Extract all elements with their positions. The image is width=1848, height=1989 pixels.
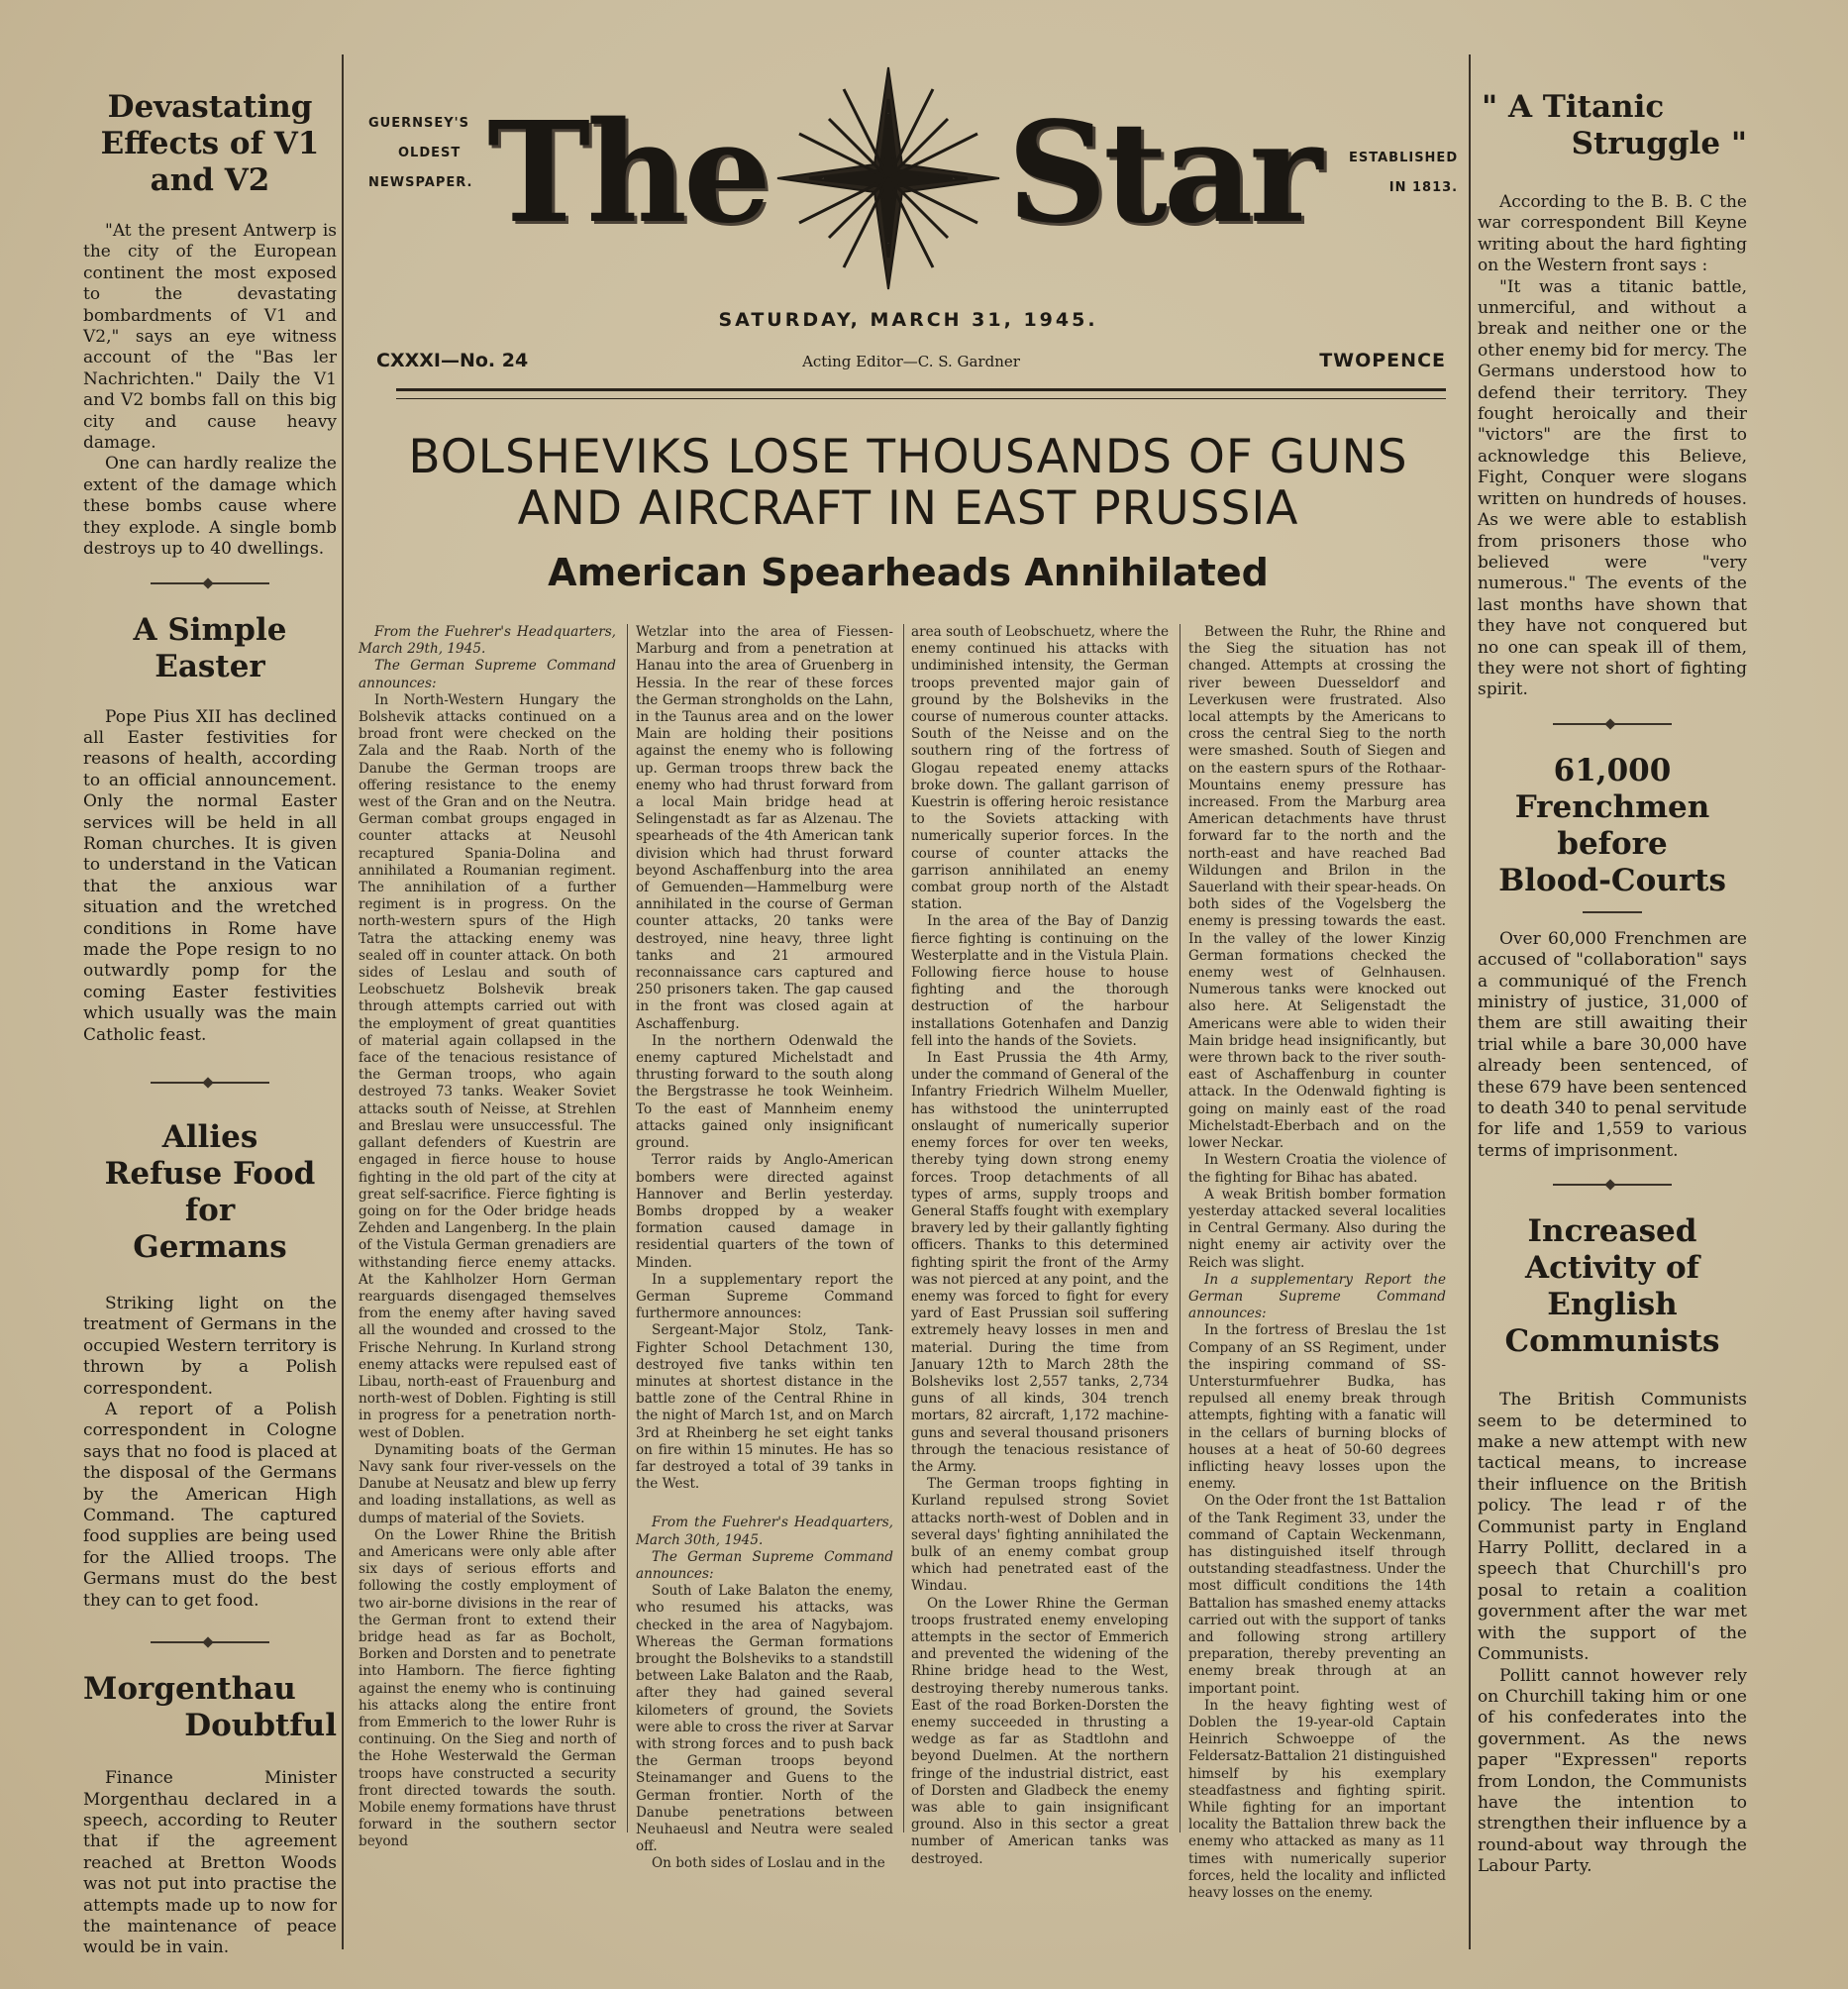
communists-article: The British Communists seem to be determined to make a new attempt with new tactical means, to increase their influence on the British policy. The lead r of the Communist party in England Harry Pollitt, declared in a speech that Churchill's pro posal to retain a coalition government after the war met with the support of the Communists. Pollitt cannot however rely on Churchill taking him or one of his confederates into the government. As the news paper "Expressen" reports from London, the Communists have the intention to strengthen their influence by a round-about way through the Labour Party. xyxy=(1478,1390,1747,1877)
main-column-4: Between the Ruhr, the Rhine and the Sieg the situation has not changed. Attempts at crossing the river beween Duesseldorf and Leverkusen were frustrated. Also local attempts by the Americans to cross the central Sieg to the north were smashed. South of Siegen and on the eastern spurs of the Rothaar-Mountains enemy pressure has increased. From the Marburg area American detachments have thrust forward far to the north and the north-east and have reached Bad Wildungen and Brilon in the Sauerland with their spear-heads. On both sides of the Vogelsberg the enemy is pressing towards the east. In the valley of the lower Kinzig German formations checked the enemy west of Gelnhausen. Numerous tanks were knocked out also here. At Seligenstadt the Americans were able to widen their Main bridge head insignificantly, but were thrown back to the river south-east of Aschaffenburg in counter attack. In the Odenwald fighting is going on mainly east of the road Michelstadt-Eberbach and on the lower Neckar. In Western Croatia the violence of the fighting for Bihac has abated. A weak British bomber formation yesterday attacked several localities in Central Germany. Also during the night enemy air activity over the Reich was slight. In a supplementary Report the German Supreme Command announces: In the fortress of Breslau the 1st Company of an SS Regiment, under the inspiring command of SS-Untersturmfuehrer Budka, has repulsed all enemy break through attempts, fighting with a fanatic will in the cellars of burning blocks of houses at a heat of 50-60 degrees inflicting heavy losses upon the enemy. On the Oder front the 1st Battalion of the Tank Regiment 33, under the command of Captain Weckenmann, has distinguished itself through outstanding steadfastness. Under the most difficult conditions the 14th Battalion has smashed enemy attacks carried out with the support of tanks and following strong artillery preparation, thereby preventing an enemy break through at an important point. In the heavy fighting west of Doblen the 19-year-old Captain Heinrich Schwoeppe of the Feldersatz-Battalion 21 distinguished himself by his exemplary steadfastness and fighting spirit. While fighting for an important locality the Battalion threw back the enemy who attacked as many as 11 times with numerically superior forces, held the locality and inflicted heavy losses on the enemy. xyxy=(1188,624,1446,1902)
masthead-right-tag: ESTABLISHED IN 1813. xyxy=(1349,151,1459,195)
left-sidebar xyxy=(83,89,337,1959)
titanic-headline: " A Titanic Struggle " xyxy=(1482,89,1747,161)
issue-date: SATURDAY, MARCH 31, 1945. xyxy=(718,309,1098,331)
column-divider xyxy=(627,624,628,1832)
masthead-title-the: The xyxy=(487,92,769,255)
easter-article: Pope Pius XII has declined all Easter festivities for reasons of health, according to an official announcement. Only the normal Easter services will be held in all Roman churches. It is given to understand in the Vatican that the anxious war situation and the wretched conditions in Rome have made the Pope resign to no outwardly pomp for the coming Easter festivities which usually was the main Catholic feast. xyxy=(83,706,337,1045)
frenchmen-headline: 61,000 Frenchmen before Blood-Courts xyxy=(1498,752,1726,898)
v1-v2-article: "At the present Antwerp is the city of the European continent the most exposed to the devastating bombardments of V1 and V2," says an eye witness account of the "Bas ler Nachrichten." Daily the V1 and V2 bombs fall on this big city and cause heavy damage. One can hardly realize the extent of the damage which these bombs cause where they explode. A single bomb destroys up to 40 dwellings. xyxy=(83,221,337,560)
main-headline: BOLSHEVIKS LOSE THOUSANDS OF GUNS AND AIRCRAFT IN EAST PRUSSIA xyxy=(408,430,1408,536)
main-column-2: Wetzlar into the area of Fiessen-Marburg and from a penetration at Hanau into the area of Gruenberg in Hessia. In the rear of these forces the German strongholds on the Lahn, in the Taunus area and on the lower Main are holding their positions against the enemy who is following up. German troops threw back the enemy who had thrust forward from a local Main bridge head at Selingenstadt as far as Alzenau. The spearheads of the 4th American tank division which had thrust forward beyond Aschaffenburg into the area of Gemuenden—Hammelburg were annihilated in the course of German counter attacks, 20 tanks were destroyed, nine heavy, three light tanks and 21 armoured reconnaissance cars captured and 250 prisoners taken. The gap caused in the front was closed again at Aschaffenburg. In the northern Odenwald the enemy captured Michelstadt and thrusting forward to the south along the Bergstrasse he took Weinheim. To the east of Mannheim enemy attacks gained only insignificant ground. Terror raids by Anglo-American bombers were directed against Hannover and Berlin yesterday. Bombs dropped by a weaker formation caused damage in residential quarters of the town of Minden. In a supplementary report the German Supreme Command furthermore announces: Sergeant-Major Stolz, Tank-Fighter School Detachment 130, destroyed five tanks within ten minutes at shortest distance in the battle zone of the Central Rhine in the night of March 1st, and on March 3rd at Rheinberg he set eight tanks on fire within 15 minutes. He has so far destroyed a total of 39 tanks in the West. From the Fuehrer's Headquarters, March 30th, 1945. The German Supreme Command announces: South of Lake Balaton the enemy, who resumed his attacks, was checked in the area of Nagybajom. Whereas the German formations brought the Bolsheviks to a standstill between Lake Balaton and the Raab, after they had gained several kilometers of ground, the Soviets were able to cross the river at Sarvar with strong forces and to push back the German troops beyond Steinamanger and Guens to the German frontier. North of the Danube penetrations between Neuhaeusl and Neutra were sealed off. On both sides of Loslau and in the xyxy=(636,624,893,1872)
frenchmen-article: Over 60,000 Frenchmen are accused of "collaboration" says a communiqué of the French ministry of justice, 31,000 of them are still awaiting their trial while a bare 30,000 have already been sentenced, of these 679 have been sentenced to death 340 to penal servitude for life and 1,559 to various terms of imprisonment. xyxy=(1478,928,1747,1161)
column-divider xyxy=(1180,624,1181,1832)
morgenthau-article: Finance Minister Morgenthau declared in a speech, according to Reuter that if the agreement reached at Bretton Woods was not put into practise the attempts made up to now for the maintenance of peace would be in vain. xyxy=(83,1768,337,1958)
short-rule xyxy=(1583,911,1642,913)
main-subheadline: American Spearheads Annihilated xyxy=(548,551,1269,594)
separator xyxy=(1553,723,1672,725)
masthead xyxy=(354,59,1463,297)
column-divider xyxy=(903,624,904,1832)
separator xyxy=(151,1082,269,1084)
v1-v2-headline: Devastating Effects of V1 and V2 xyxy=(100,89,320,198)
price: TWOPENCE xyxy=(1319,350,1446,371)
issue-info-line xyxy=(376,350,1446,379)
star-emblem-icon xyxy=(770,59,1007,297)
masthead-left-tag: GUERNSEY'S OLDEST NEWSPAPER. xyxy=(368,116,473,190)
easter-headline: A Simple Easter xyxy=(133,611,287,684)
section-gap xyxy=(636,1493,893,1515)
acting-editor: Acting Editor—C. S. Gardner xyxy=(802,353,1020,370)
separator xyxy=(1553,1184,1672,1186)
titanic-article: According to the B. B. C the war correspondent Bill Keyne writing about the hard fighting on the Western front says : "It was a titanic battle, unmerciful, and without a break and neither one or the other enemy bid for mercy. The Germans understood how to defend their territory. They fought heroically and their "victors" are the first to acknowledge this Believe, Fight, Conquer were slogans written on hundreds of houses. As we were able to establish from prisoners those who believed were "very numerous." The events of the last months have shown that they have not conquered but no one can speak ill of them, they were not short of fighting spirit. xyxy=(1478,192,1747,700)
volume-number: CXXXI—No. 24 xyxy=(376,350,529,371)
main-column-3: area south of Leobschuetz, where the enemy continued his attacks with undiminished intensity, the German troops prevented major gain of ground by the Bolsheviks in the course of numerous counter attacks. South of the Neisse and on the southern ring of the fortress of Glogau repeated enemy attacks broke down. The gallant garrison of Kuestrin is offering heroic resistance to the Soviets attacking with numerically superior forces. In the course of counter attacks the garrison annihilated an enemy combat group north of the Alstadt station. In the area of the Bay of Danzig fierce fighting is continuing on the Westerplatte and in the Vistula Plain. Following fierce house to house fighting and the thorough destruction of the harbour installations Gotenhafen and Danzig fell into the hands of the Soviets. In East Prussia the 4th Army, under the command of General of the Infantry Friedrich Wilhelm Mueller, has withstood the uninterrupted onslaught of numerically superior enemy forces for over ten weeks, thereby tying down strong enemy forces. Troop detachments of all types of arms, supply troops and General Staffs fought with exemplary bravery led by their gallantly fighting officers. Thanks to this determined fighting spirit the front of the Army was not pierced at any point, and the enemy was forced to fight for every yard of East Prussian soil suffering extremely heavy losses in men and material. During the time from January 12th to March 28th the Bolsheviks lost 2,557 tanks, 2,734 guns of all kinds, 304 trench mortars, 82 aircraft, 1,172 machine-guns and several thousand prisoners through the tenacious resistance of the Army. The German troops fighting in Kurland repulsed strong Soviet attacks north-west of Doblen and in several days' fighting annihilated the bulk of an enemy combat group which had penetrated east of the Windau. On the Lower Rhine the German troops frustrated enemy enveloping attempts in the sector of Emmerich and prevented the widening of the Rhine bridge head to the West, destroying thereby numerous tanks. East of the road Borken-Dorsten the enemy succeeded in thrusting a wedge as far as Stadtlohn and beyond Duelmen. At the northern fringe of the industrial district, east of Dorsten and Gladbeck the enemy was able to gain insignificant ground. Also in this sector a great number of American tanks was destroyed. xyxy=(911,624,1169,1867)
morgenthau-headline: Morgenthau Doubtful xyxy=(83,1671,337,1744)
main-column-1: From the Fuehrer's Headquarters, March 29th, 1945. The German Supreme Command announces: In North-Western Hungary the Bolshevik attacks continued on a broad front were checked on the Zala and the Raab. North of the Danube the German troops are offering resistance to the enemy west of the Gran and on the Neutra. German combat groups engaged in counter attacks at Neusohl recaptured Spania-Dolina and annihilated a Roumanian regiment. The annihilation of a further regiment is in progress. On the north-western spurs of the High Tatra the attacking enemy was sealed off in counter attack. On both sides of Leslau and south of Leobschuetz Bolshevik break through attempts carried out with the employment of great quantities of material again collapsed in the face of the tenacious resistance of the German troops, who again destroyed 73 tanks. Weaker Soviet attacks south of Neisse, at Strehlen and Breslau were unsuccessful. The gallant defenders of Kuestrin are engaged in fierce house to house fighting in the old part of the city at great self-sacrifice. Fierce fighting is going on for the Oder bridge heads Zehden and Langenberg. In the plain of the Vistula German grenadiers are withstanding fierce enemy attacks. At the Kahlholzer Horn German rearguards disengaged themselves from the enemy after having saved all the wounded and crossed to the Frische Nehrung. In Kurland strong enemy attacks were repulsed east of Libau, north-east of Frauenburg and north-west of Doblen. Fighting is still in progress for a penetration north-west of Doblen. Dynamiting boats of the German Navy sank four river-vessels on the Danube at Neusatz and blew up ferry and loading installations, as well as dumps of material of the Soviets. On the Lower Rhine the British and Americans were only able after six days of serious efforts and following the costly employment of two air-borne divisions in the rear of the German front to extend their bridge head as far as Bocholt, Borken and Dorsten and to penetrate into Hamborn. The fierce fighting against the enemy who is continuing his attacks along the entire front from Emmerich to the lower Ruhr is continuing. On the Sieg and north of the Hohe Westerwald the German troops have constructed a security front directed towards the south. Mobile enemy formations have thrust forward in the southern sector beyond xyxy=(359,624,616,1850)
right-sidebar xyxy=(1478,89,1747,1878)
allies-food-article: Striking light on the treatment of Germans in the occupied Western territory is thrown by a Polish correspondent. A report of a Polish correspondent in Cologne says that no food is placed at the disposal of the Germans by the American High Command. The captured food supplies are being used for the Allied troops. The Germans must do the best they can to get food. xyxy=(83,1294,337,1611)
communists-headline: Increased Activity of English Communists xyxy=(1504,1213,1720,1360)
masthead-title-star: Star xyxy=(1007,92,1319,255)
separator xyxy=(151,582,269,584)
right-column-rule xyxy=(1469,54,1471,1949)
allies-food-headline: Allies Refuse Food for Germans xyxy=(104,1119,316,1265)
left-column-rule xyxy=(342,54,344,1949)
masthead-double-rule xyxy=(396,388,1446,399)
separator xyxy=(151,1641,269,1643)
